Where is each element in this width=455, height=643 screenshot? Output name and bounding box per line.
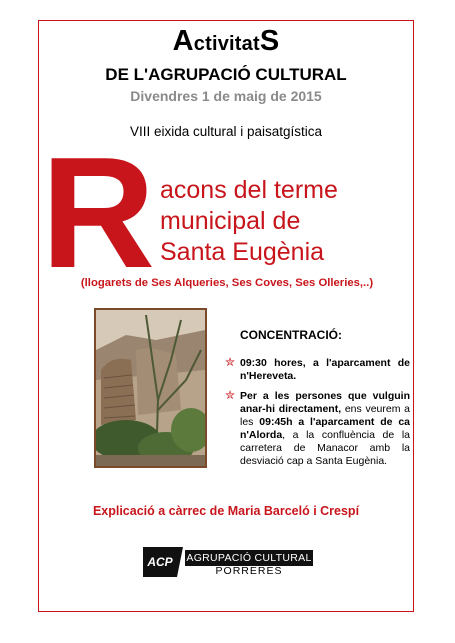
meeting-item-hereveta bbox=[225, 357, 410, 383]
logo-mark: ACP bbox=[143, 547, 177, 577]
event-title-initial: R bbox=[41, 125, 156, 301]
meeting-item2-c: 09:45h a l'aparcament de ca n'Alorda bbox=[240, 416, 410, 441]
landscape-photo bbox=[94, 308, 207, 468]
meeting-item2-d: , a la confluència de la carretera de Manacor amb la desviació cap a Santa Eugènia. bbox=[240, 429, 410, 467]
event-title bbox=[160, 175, 338, 268]
meeting-item2-b: ens veurem a les bbox=[240, 403, 410, 428]
meeting-heading: CONCENTRACIÓ: bbox=[240, 328, 342, 342]
poster-subtitle: DE L'AGRUPACIÓ CULTURAL bbox=[105, 65, 347, 84]
event-places: (llogarets de Ses Alqueries, Ses Coves, Ses Olleries,..) bbox=[80, 277, 374, 289]
organization-logo bbox=[143, 547, 313, 577]
meeting-item2-a: Per a les persones que vulguin anar-hi directament, bbox=[240, 390, 410, 415]
event-title-line1: acons del terme bbox=[160, 176, 338, 204]
event-title-line3: Santa Eugènia bbox=[160, 238, 325, 266]
title-initial: A bbox=[172, 25, 194, 57]
logo-line2: PORRERES bbox=[215, 565, 283, 577]
meeting-item-alorda bbox=[225, 390, 410, 468]
poster-title bbox=[39, 25, 413, 58]
speaker-line: Explicació a càrrec de Maria Barceló i Crespí bbox=[92, 504, 360, 518]
title-final: S bbox=[259, 25, 280, 57]
logo-line1: AGRUPACIÓ CULTURAL bbox=[186, 552, 312, 564]
event-kind: VIII eixida cultural i paisatgística bbox=[129, 124, 323, 139]
event-title-line2: municipal de bbox=[160, 207, 301, 235]
star-icon: ✮ bbox=[225, 388, 236, 402]
star-icon: ✮ bbox=[225, 355, 236, 369]
photo-illustration bbox=[96, 310, 205, 466]
event-date: Divendres 1 de maig de 2015 bbox=[130, 88, 322, 104]
poster-frame bbox=[38, 20, 414, 612]
title-middle: ctivitat bbox=[193, 33, 260, 55]
meeting-item1-text: 09:30 hores, a l'aparcament de n'Hereveta. bbox=[240, 357, 410, 382]
